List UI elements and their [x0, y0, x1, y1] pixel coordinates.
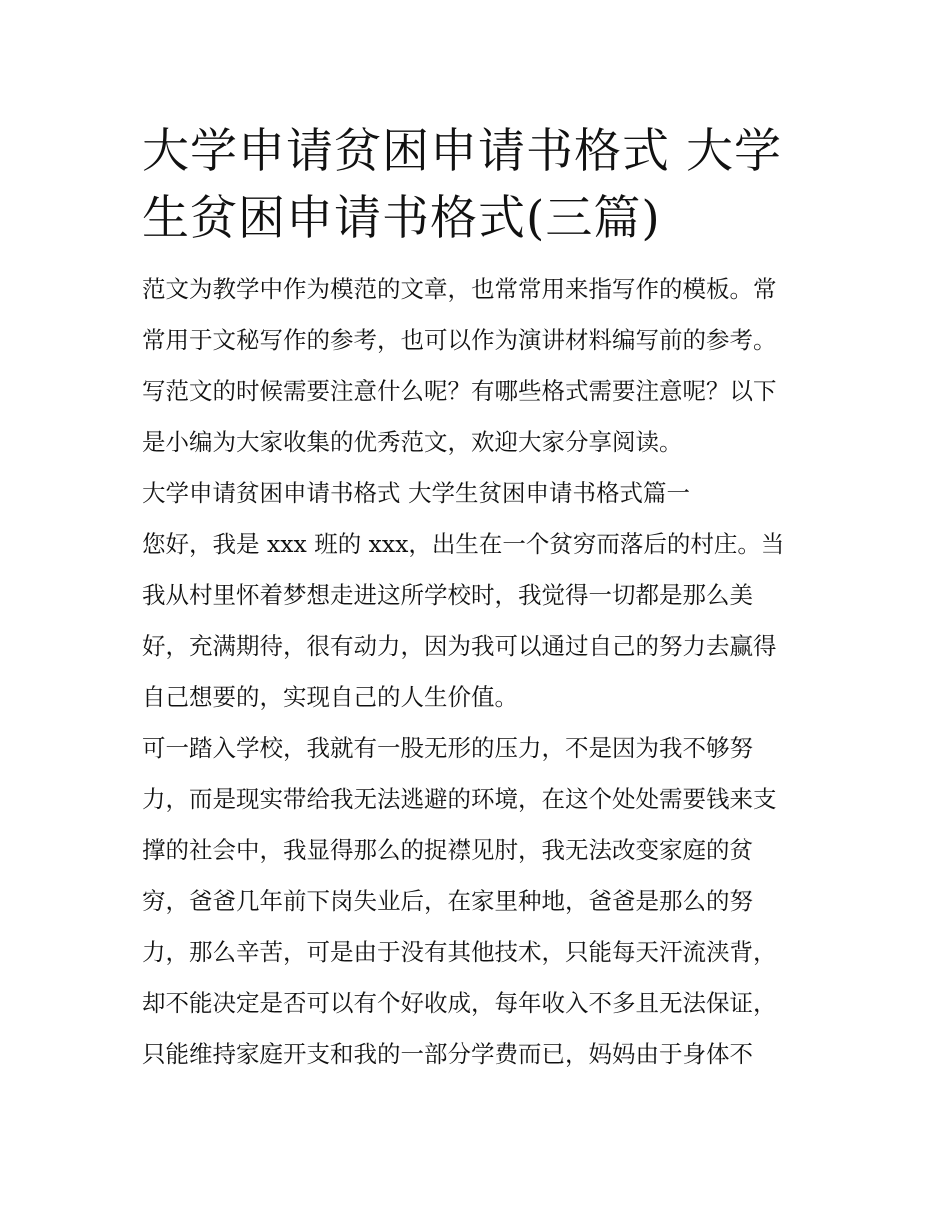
title-line-1: 大学申请贫困申请书格式 大学 — [142, 124, 782, 179]
document-body — [142, 264, 814, 1080]
body-line: 您好，我是 xxx 班的 xxx，出生在一个贫穷而落后的村庄。当 — [142, 530, 785, 558]
section-heading: 大学申请贫困申请书格式 大学生贫困申请书格式篇一 — [142, 479, 690, 507]
body-line: 却不能决定是否可以有个好收成，每年收入不多且无法保证， — [142, 989, 777, 1017]
body-line: 我从村里怀着梦想走进这所学校时，我觉得一切都是那么美 — [142, 581, 753, 609]
body-line: 自己想要的，实现自己的人生价值。 — [142, 683, 518, 711]
body-line: 可一踏入学校，我就有一股无形的压力，不是因为我不够努 — [142, 734, 753, 762]
body-line: 范文为教学中作为模范的文章，也常常用来指写作的模板。常 — [142, 275, 777, 303]
title-line-2: 生贫困申请书格式(三篇) — [142, 191, 661, 246]
body-line: 好，充满期待，很有动力，因为我可以通过自己的努力去赢得 — [142, 632, 777, 660]
body-line: 撑的社会中，我显得那么的捉襟见肘，我无法改变家庭的贫 — [142, 836, 753, 864]
document-title — [142, 118, 814, 252]
document-page — [142, 118, 814, 1080]
body-line: 写范文的时候需要注意什么呢？有哪些格式需要注意呢？以下 — [142, 377, 777, 405]
body-line: 只能维持家庭开支和我的一部分学费而已，妈妈由于身体不 — [142, 1040, 753, 1068]
body-line: 穷，爸爸几年前下岗失业后，在家里种地，爸爸是那么的努 — [142, 887, 753, 915]
body-line: 常用于文秘写作的参考，也可以作为演讲材料编写前的参考。 — [142, 326, 777, 354]
body-line: 力，那么辛苦，可是由于没有其他技术，只能每天汗流浃背， — [142, 938, 777, 966]
body-line: 力，而是现实带给我无法逃避的环境，在这个处处需要钱来支 — [142, 785, 777, 813]
body-line: 是小编为大家收集的优秀范文，欢迎大家分享阅读。 — [142, 428, 683, 456]
